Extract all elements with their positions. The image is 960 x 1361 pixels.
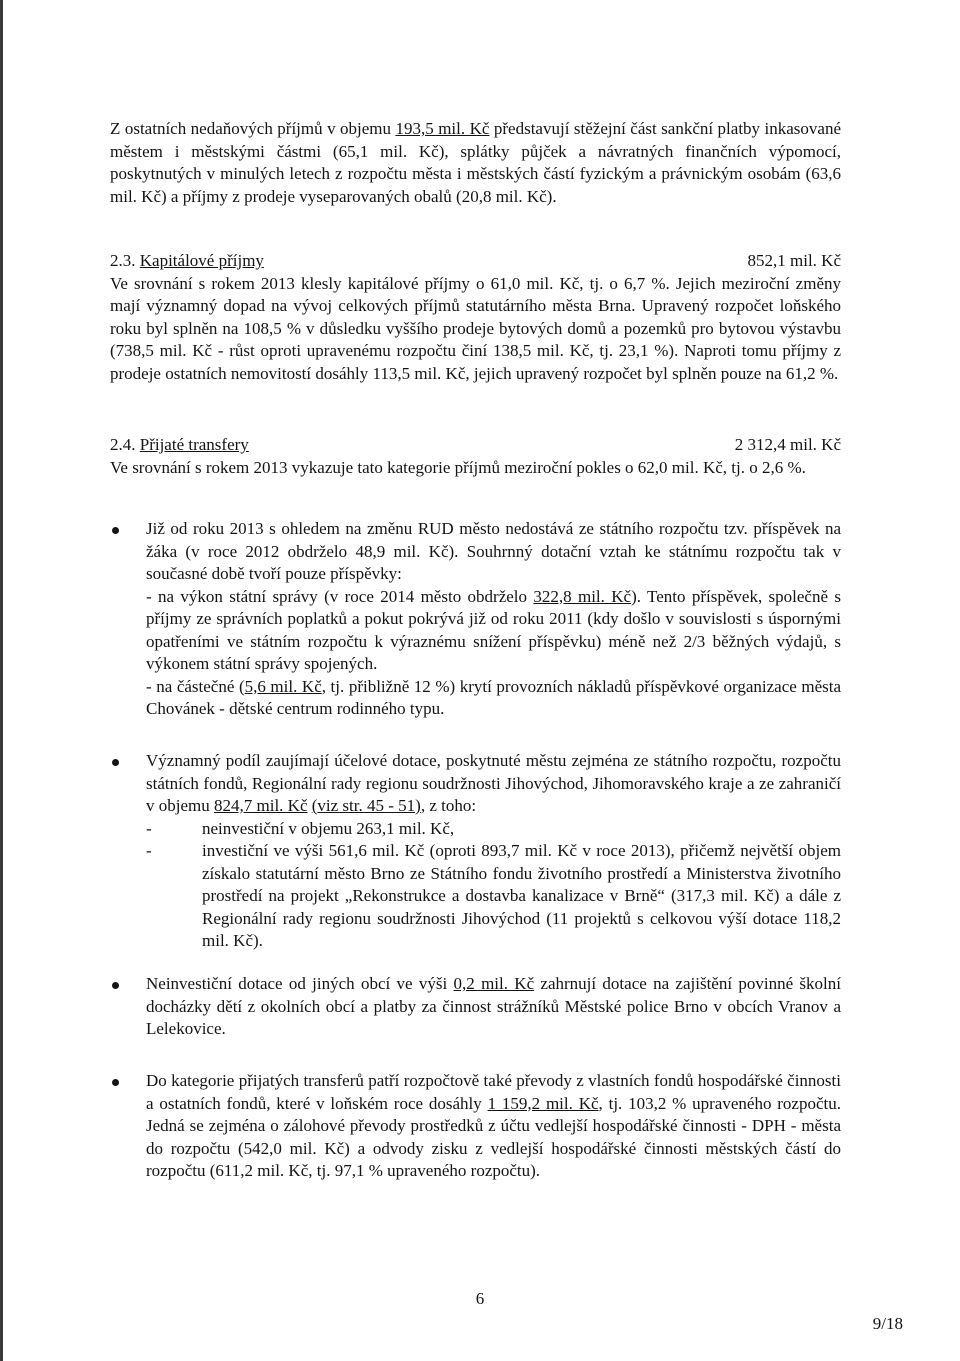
line-underlined-amount: 322,8 mil. Kč (533, 586, 632, 606)
bullet-text (146, 750, 841, 818)
sub-item-text: neinvestiční v objemu 263,1 mil. Kč, (202, 818, 455, 838)
scan-edge-line (0, 0, 3, 1361)
line-text-a: - na výkon státní správy (v roce 2014 město obdrželo (146, 586, 534, 606)
bullet-item (110, 750, 841, 953)
section-body: Ve srovnání s rokem 2013 klesly kapitálové příjmy o 61,0 mil. Kč, tj. o 6,7 %. Jejich meziroční změny mají významný dopad na vývoj celkových příjmů statutárního města Brna. Upravený rozpočet loňského roku byl splněn na 108,5 % v důsledku vyššího prodeje bytových domů a pozemků pro bytovou výstavbu (738,5 mil. Kč - růst oproti upravenému rozpočtu činí 138,5 mil. Kč, tj. 23,1 %). Naproti tomu příjmy z prodeje ostatních nemovitostí dosáhly 113,5 mil. Kč, jejich upravený rozpočet byl splněn pouze na 61,2 %. (110, 273, 841, 383)
section-amount: 2 312,4 mil. Kč (734, 435, 841, 454)
text-a: Do kategorie přijatých transferů patří rozpočtově také převody z vlastních fondů hospodářské činnosti a ostatních fondů, které v loňském roce dosáhly (146, 1071, 841, 1113)
text-a: Neinvestiční dotace od jiných obcí ve výši (146, 974, 454, 993)
text-b: , tj. 103,2 % upraveného rozpočtu. Jedná se zejména o zálohové převody prostředků z účtu vedlejší hospodářské činnosti - DPH - města do rozpočtu (542,0 mil. Kč) a odvody zisku z vedlejší hospodářské činnosti městských částí do rozpočtu (611,2 mil. Kč, tj. 97,1 % upraveného rozpočtu). (146, 1093, 841, 1180)
section-received-transfers (110, 434, 841, 479)
intro-paragraph (110, 118, 841, 208)
intro-text-a: Z ostatních nedaňových příjmů v objemu (110, 119, 396, 138)
dash-marker: - (146, 841, 152, 860)
section-amount: 852,1 mil. Kč (747, 251, 841, 270)
sub-item-investment (146, 840, 841, 953)
section-body: Ve srovnání s rokem 2013 vykazuje tato kategorie příjmů meziroční pokles o 62,0 mil. Kč, tj. o 2,6 %. (110, 457, 806, 477)
underlined-amount: 824,7 mil. Kč (214, 796, 308, 815)
line-text-b: ). Tento příspěvek, společně s příjmy ze správních poplatků a pokut pokrývá již od roku 2011 (kdy došlo v souvislosti s úspornými opatřeními ve státním rozpočtu k výraznému snížení příspěvku) méně než 2/3 běžných výdajů, s výkonem státní správy spojených. (146, 586, 841, 673)
sub-item-text: investiční ve výši 561,6 mil. Kč (oproti 893,7 mil. Kč v roce 2013), přičemž největší objem získalo statutární město Brno ze Státního fondu životního prostředí a Ministerstva životního prostředí na projekt „Rekonstrukce a dostavba kanalizace v Brně“ (317,3 mil. Kč) a dále z Regionální rady regionu soudržnosti Jihovýchod (11 projektů s celkovou výší dotace 118,2 mil. Kč). (202, 841, 841, 950)
bullet-line-state-admin (146, 586, 841, 676)
bullet-dot-icon (112, 1079, 119, 1086)
bullet-line-chovanek (146, 676, 841, 721)
section-number: 2.4. (110, 435, 136, 454)
bullet-purpose-subsidies (110, 750, 841, 953)
section-capital-income (110, 250, 841, 385)
sub-item-noninvestment (146, 818, 841, 841)
bullet-text (146, 973, 841, 1041)
line-underlined-amount: 5,6 mil. Kč (244, 676, 322, 696)
bullet-item (110, 518, 841, 721)
text-a: Významný podíl zaujímají účelové dotace, poskytnuté městu zejména ze státního rozpočtu, rozpočtu státních fondů, Regionální rady regionu soudržnosti Jihovýchod, Jihomoravského kraje a ze zahraničí v objemu (146, 751, 841, 815)
text-b: , z toho: (420, 796, 477, 815)
bullet-other-municipalities (110, 973, 841, 1041)
section-heading (110, 250, 841, 273)
bullet-item (110, 973, 841, 1041)
section-title-text: Kapitálové příjmy (139, 251, 264, 270)
bullet-dot-icon (112, 759, 119, 766)
page-count: 9/18 (872, 1314, 903, 1333)
intro-text-b: představují stěžejní část sankční platby inkasované městem i městskými částmi (65,1 mil. Kč), splátky půjček a návratných finančních výpomocí, poskytnutých v minulých letech z rozpočtu města i městských částí fyzickým a právnickým osobám (63,6 mil. Kč) a příjmy z prodeje vyseparovaných obalů (20,8 mil. Kč). (110, 119, 841, 206)
section-title (110, 250, 264, 273)
underlined-amount: 1 159,2 mil. Kč (487, 1093, 599, 1113)
dash-marker: - (146, 818, 152, 838)
bullet-dot-icon (112, 982, 119, 989)
bullet-text: Již od roku 2013 s ohledem na změnu RUD město nedostává ze státního rozpočtu tzv. příspěvek na žáka (v roce 2012 obdrželo 48,9 mil. Kč). Souhrnný dotační vztah ke státnímu rozpočtu tak v současné době tvoří pouze příspěvky: (146, 519, 841, 583)
text-b: zahrnují dotace na zajištění povinné školní docházky dětí z okolních obcí a platby za činnost strážníků Městské police Brno v obcích Vranov a Lelekovice. (146, 974, 841, 1038)
section-number: 2.3. (110, 251, 136, 270)
bullet-item (110, 1070, 841, 1183)
underlined-amount: 0,2 mil. Kč (453, 974, 535, 993)
page-number: 6 (475, 1289, 485, 1308)
bullet-dot-icon (112, 527, 119, 534)
line-text-a: - na částečné ( (146, 676, 245, 696)
underlined-page-ref: (viz str. 45 - 51) (311, 796, 421, 815)
bullet-fund-transfers (110, 1070, 841, 1183)
bullet-state-budget (110, 518, 841, 721)
section-title (110, 434, 249, 457)
intro-underlined-amount: 193,5 mil. Kč (395, 119, 490, 138)
line-text-b: , tj. přibližně 12 %) krytí provozních nákladů příspěvkové organizace města Chovánek - dětské centrum rodinného typu. (146, 676, 841, 718)
section-title-text: Přijaté transfery (139, 435, 249, 454)
section-heading (110, 434, 841, 457)
bullet-text (146, 1070, 841, 1183)
